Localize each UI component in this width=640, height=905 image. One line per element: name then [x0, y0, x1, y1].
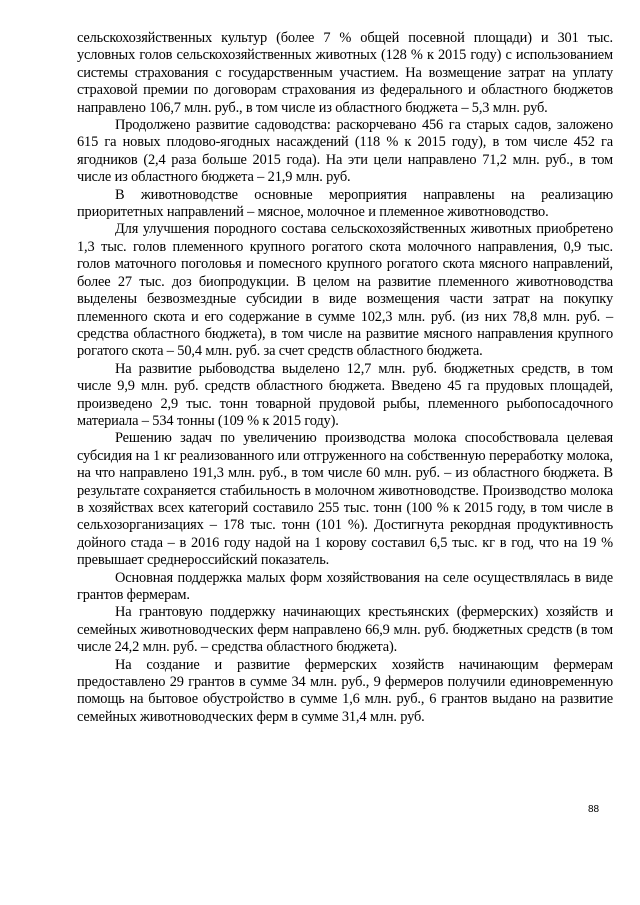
document-body [77, 30, 613, 726]
paragraph-farmer-grants: На создание и развитие фермерских хозяйств начинающим фермерам предоставлено 29 грантов в сумме 34 млн. руб., 9 фермеров получили единовременную помощь на бытовое обустройство в сумме 1,6 млн. руб., 6 грантов выдано на развитие семейных животноводческих ферм в сумме 31,4 млн. руб. [77, 656, 613, 725]
paragraph-small-farms: Основная поддержка малых форм хозяйствования на селе осуществлялась в виде грантов фермерам. [77, 569, 613, 603]
paragraph-insurance: сельскохозяйственных культур (более 7 % общей посевной площади) и 301 тыс. условных голов сельскохозяйственных животных (128 % к 2015 году) с использованием системы страхования с государственным участием. На возмещение затрат на уплату страховой премии по договорам страхования из федерального и областного бюджетов направлено 106,7 млн. руб., в том числе из областного бюджета – 5,3 млн. руб. [77, 30, 613, 116]
paragraph-breeding: Для улучшения породного состава сельскохозяйственных животных приобретено 1,3 тыс. голов племенного крупного рогатого скота молочного направления, 0,9 тыс. голов маточного поголовья и помесного крупного рогатого скота мясного направлений, более 27 тыс. доз биопродукции. В целом на развитие племенного животноводства выделены безвозмездные субсидии в виде возмещения части затрат на покупку племенного скота и его содержание в сумме 102,3 млн. руб. (из них 78,8 млн. руб. – средства областного бюджета), в том числе на развитие мясного направления крупного рогатого скота – 50,4 млн. руб. за счет средств областного бюджета. [77, 221, 613, 360]
paragraph-livestock: В животноводстве основные мероприятия направлены на реализацию приоритетных направлений – мясное, молочное и племенное животноводство. [77, 186, 613, 221]
paragraph-gardening: Продолжено развитие садоводства: раскорчевано 456 га старых садов, заложено 615 га новых плодово-ягодных насаждений (118 % к 2015 году), в том числе 452 га ягодников (2,4 раза больше 2015 года). На эти цели направлено 71,2 млн. руб., в том числе из областного бюджета – 21,9 млн. руб. [77, 117, 613, 186]
page-number: 88 [588, 804, 600, 815]
paragraph-fish-farming: На развитие рыбоводства выделено 12,7 млн. руб. бюджетных средств, в том числе 9,9 млн. руб. средств областного бюджета. Введено 45 га прудовых площадей, произведено 2,9 тыс. тонн товарной прудовой рыбы, племенного рыбопосадочного материала – 534 тонны (109 % к 2015 году). [77, 360, 613, 429]
paragraph-grants-funding: На грантовую поддержку начинающих крестьянских (фермерских) хозяйств и семейных животноводческих ферм направлено 66,9 млн. руб. бюджетных средств (в том числе 24,2 млн. руб. – средства областного бюджета). [77, 604, 613, 656]
paragraph-milk-production: Решению задач по увеличению производства молока способствовала целевая субсидия на 1 кг реализованного или отгруженного на собственную переработку молока, на что направлено 191,3 млн. руб., в том числе 60 млн. руб. – из областного бюджета. В результате сохраняется стабильность в молочном животноводстве. Производство молока в хозяйствах всех категорий составило 255 тыс. тонн (100 % к 2015 году, в том числе в сельхозорганизациях – 178 тыс. тонн (101 %). Достигнута рекордная продуктивность дойного стада – в 2016 году надой на 1 корову составил 6,5 тыс. кг в год, что на 19 % превышает среднероссийский показатель. [77, 430, 613, 569]
